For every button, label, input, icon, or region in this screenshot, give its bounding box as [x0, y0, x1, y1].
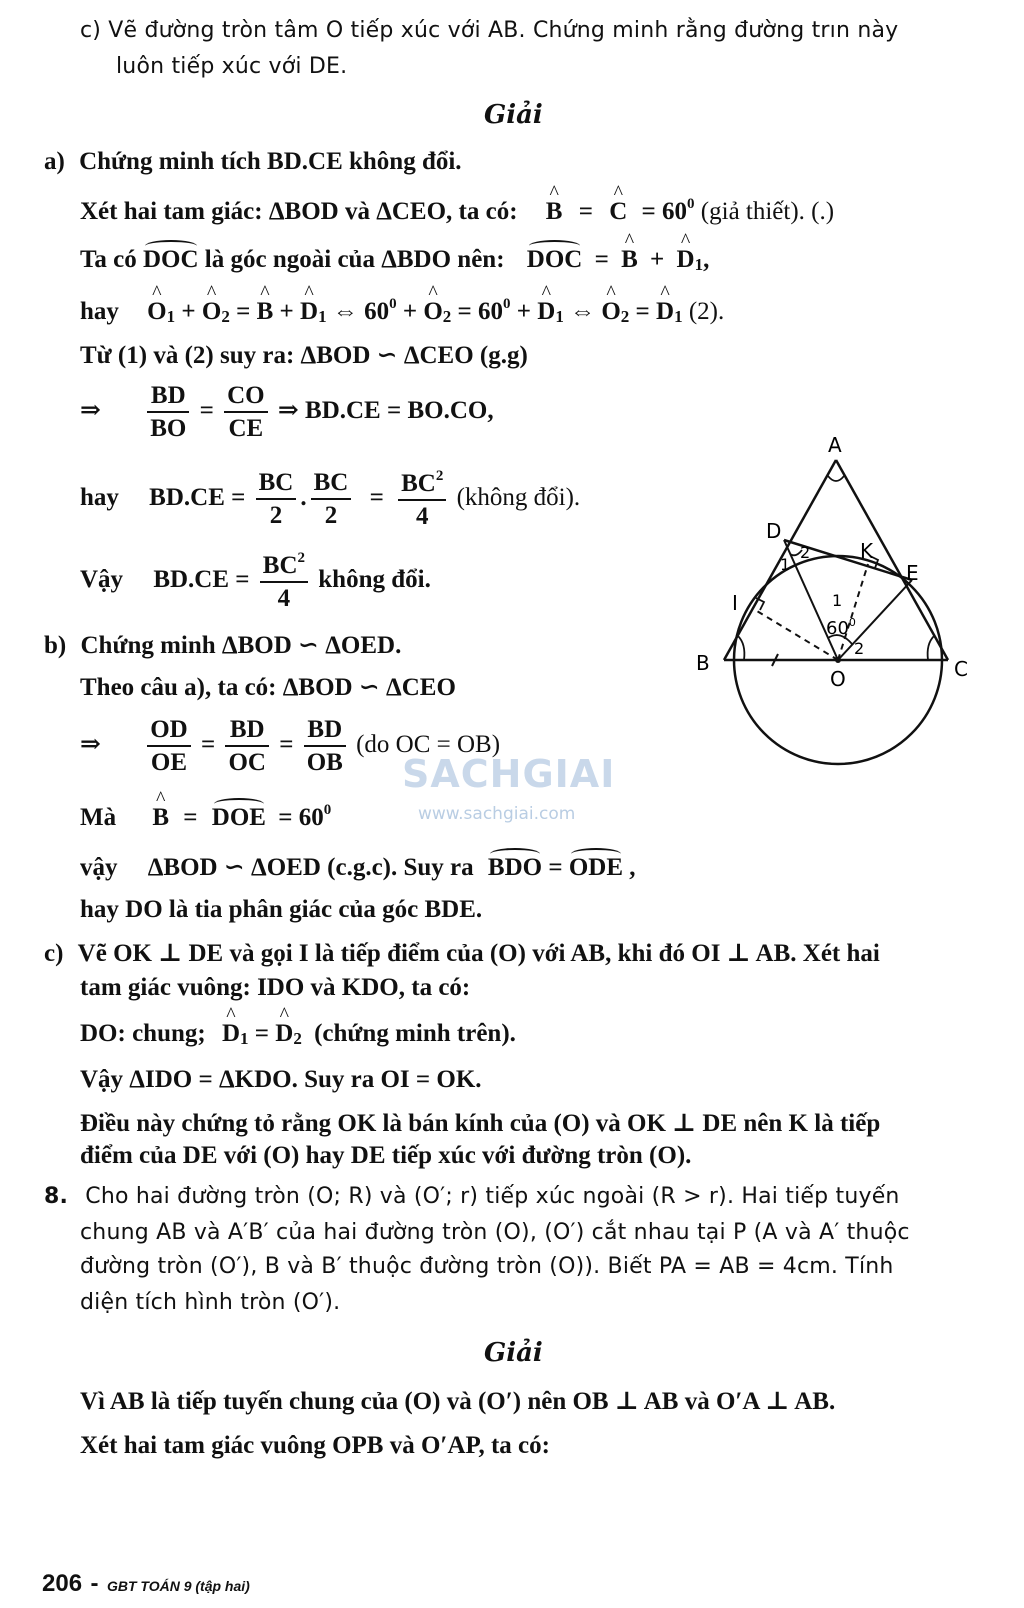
center-point — [835, 657, 841, 663]
label-d1: 1 — [780, 555, 791, 574]
part-b-line-3 — [80, 802, 331, 832]
problem-8-line-3: đường tròn (O′), B và B′ thuộc đường tròn (O)). Biết PA = AB = 4cm. Tính — [80, 1254, 894, 1279]
page-number: 206 — [42, 1570, 83, 1597]
angle-c: ^ C — [609, 198, 627, 226]
numerator: BD — [304, 716, 346, 747]
angle-o: ^ O — [601, 298, 620, 326]
label-d2: 2 — [800, 543, 811, 562]
part-a-title-line — [44, 148, 462, 176]
denominator: OC — [228, 749, 266, 776]
subscript: 1 — [240, 1029, 249, 1048]
implies-arrow: ⇒ — [80, 397, 101, 425]
angle-doe: DOE — [211, 804, 266, 831]
degree-superscript: 0 — [687, 196, 695, 212]
angle-d: ^ D — [656, 298, 674, 326]
denominator: OB — [306, 749, 343, 776]
angle-ode: ODE — [568, 854, 624, 881]
angle-d: ^ D — [537, 298, 555, 326]
iff-sign: ⇔ — [570, 298, 596, 325]
plus-sign: + — [650, 246, 665, 273]
angle-degree: 0 — [848, 616, 856, 629]
problem-8-line-2: chung AB và A′B′ của hai đường tròn (O), (O′) cắt nhau tại P (A và A′ thuộc — [80, 1220, 910, 1245]
part-a-line-3 — [80, 296, 724, 327]
subscript: 1 — [318, 307, 327, 326]
plus-sign: + — [279, 298, 294, 325]
problem-number: 8. — [44, 1184, 69, 1209]
equals-sign: = — [578, 198, 593, 225]
solution-heading-2: Giải — [484, 1338, 543, 1368]
numerator: BC — [256, 469, 297, 500]
angle-arc-c — [928, 636, 934, 660]
part-c-line-5: Điều này chứng tỏ rằng OK là bán kính của (O) và OK ⊥ DE nên K là tiếp — [80, 1110, 881, 1137]
part-a-line-7 — [80, 550, 431, 613]
subscript: 1 — [694, 255, 704, 274]
part-a-l2-mid: là góc ngoài của ΔBDO nên: — [204, 246, 505, 273]
denominator: CE — [228, 415, 264, 442]
numerator: BC — [262, 552, 298, 579]
equals-sign: = — [369, 484, 384, 512]
label-d: D — [766, 519, 782, 543]
reason-note: (do OC = OB) — [356, 731, 501, 759]
angle-d: ^ D — [222, 1020, 240, 1048]
part-c-line-1 — [44, 938, 880, 968]
degree-superscript: 0 — [389, 296, 397, 312]
word-vay: Vậy — [80, 566, 124, 594]
label-a: A — [828, 433, 842, 457]
denominator: 4 — [415, 503, 429, 530]
degree-superscript: 0 — [503, 296, 511, 312]
fraction-bd-ob — [304, 716, 346, 777]
sixty-degrees: = 60 — [278, 804, 324, 831]
part-b-line-5: hay DO là tia phân giác của góc BDE. — [80, 896, 483, 923]
fraction-bd-oc — [225, 716, 269, 777]
fraction-co-ce — [224, 382, 268, 443]
plus-sign: + — [181, 298, 196, 325]
numerator: BD — [147, 382, 189, 413]
do-common: DO: chung; — [80, 1020, 206, 1047]
denominator: 2 — [269, 502, 283, 529]
angle-o: ^ O — [423, 298, 442, 326]
problem-c-line-1: c) Vẽ đường tròn tâm O tiếp xúc với AB. Chứng minh rằng đường trın này — [80, 18, 899, 43]
solution-heading: Giải — [484, 100, 543, 130]
problem-8-line-4: diện tích hình tròn (O′). — [80, 1290, 341, 1315]
watermark-text: SACHGIAI — [402, 752, 616, 796]
sixty-degrees: = 60 — [641, 198, 688, 225]
part-c-line-2: tam giác vuông: IDO và KDO, ta có: — [80, 974, 471, 1001]
part-a-l2-text: Ta có — [80, 246, 137, 273]
angle-o: ^ O — [147, 298, 166, 326]
part-c-text: Vẽ OK ⊥ DE và gọi I là tiếp điểm của (O) với AB, khi đó OI ⊥ AB. Xét hai — [77, 940, 880, 967]
numerator: CO — [224, 382, 268, 413]
part-c-line-6: điểm của DE với (O) hay DE tiếp xúc với đường tròn (O). — [80, 1142, 692, 1169]
plus-sign: + — [516, 298, 532, 325]
constant-note: không đổi. — [318, 566, 431, 594]
angle-doc: DOC — [142, 246, 199, 273]
word-hay: hay — [80, 484, 119, 512]
geometry-figure — [690, 430, 980, 770]
equals-sign: = — [254, 1020, 270, 1047]
part-b-title: Chứng minh ΔBOD ∽ ΔOED. — [80, 632, 402, 659]
lhs-bdce: BD.CE = — [149, 484, 246, 512]
plus-sign: + — [402, 298, 418, 325]
problem-8-line-1 — [44, 1184, 900, 1209]
fraction-bd-bo — [147, 382, 189, 443]
angle-doc-2: DOC — [526, 246, 583, 273]
part-c-line-4: Vậy ΔIDO = ΔKDO. Suy ra OI = OK. — [80, 1066, 482, 1093]
angle-b: ^ B — [152, 804, 169, 832]
iff-sixty: ⇔ 60 — [332, 298, 390, 325]
subscript: 2 — [620, 307, 630, 326]
side-ac — [836, 460, 948, 660]
superscript: 2 — [435, 468, 444, 484]
similarity-statement: ΔBOD ∽ ΔOED (c.g.c). Suy ra — [147, 854, 474, 881]
numerator: OD — [147, 716, 191, 747]
equals-sign: = — [183, 804, 198, 831]
part-c-label: c) — [44, 940, 64, 967]
part-a-line-4: Từ (1) và (2) suy ra: ΔBOD ∽ ΔCEO (g.g) — [80, 342, 528, 369]
watermark — [402, 752, 615, 824]
label-o2: 2 — [854, 639, 865, 658]
angle-d: ^ D — [300, 298, 318, 326]
degree-superscript: 0 — [323, 802, 332, 818]
ref-2: (2). — [688, 298, 725, 325]
word-ma: Mà — [80, 804, 117, 831]
superscript: 2 — [297, 550, 306, 566]
label-i: I — [732, 591, 738, 615]
angle-o: ^ O — [202, 298, 221, 326]
equals-sign: = — [200, 731, 216, 759]
denominator: 2 — [324, 502, 338, 529]
comma: , — [629, 854, 636, 881]
equals-sixty: = 60 — [457, 298, 504, 325]
angle-b: ^ B — [257, 298, 274, 326]
comma: , — [703, 246, 710, 273]
subscript: 2 — [221, 307, 230, 326]
angle-arc-b — [738, 636, 744, 660]
angle-d: ^ D — [677, 246, 695, 274]
equals-sign: = — [279, 731, 294, 759]
word-hay: hay — [80, 298, 119, 325]
part-c-line-3 — [80, 1020, 516, 1049]
label-e: E — [906, 561, 919, 585]
proved-note: (chứng minh trên). — [314, 1020, 516, 1047]
subscript: 2 — [293, 1029, 302, 1048]
product-result: ⇒ BD.CE = BO.CO, — [277, 397, 494, 425]
footer-dash: - — [90, 1570, 99, 1597]
numerator: BC — [401, 470, 436, 497]
part-b-line-4 — [80, 852, 636, 882]
fraction-od-oe — [147, 716, 191, 777]
equals-sign: = — [199, 397, 214, 425]
page-footer — [42, 1570, 250, 1598]
subscript: 1 — [166, 307, 176, 326]
denominator: BO — [150, 415, 187, 442]
solution-8-line-1: Vì AB là tiếp tuyến chung của (O) và (O′) nên OB ⊥ AB và O′A ⊥ AB. — [80, 1388, 836, 1415]
label-k: K — [860, 539, 874, 563]
numerator: BC — [311, 469, 352, 500]
denominator: 4 — [277, 585, 291, 612]
denominator: OE — [150, 749, 188, 776]
angle-bdo: BDO — [487, 854, 543, 881]
equals-sign: = — [635, 298, 650, 325]
part-a-line-1 — [80, 196, 834, 226]
part-a-title: Chứng minh tích BD.CE không đổi. — [79, 148, 462, 175]
segment-od — [784, 540, 838, 660]
fraction-bc2-4 — [398, 468, 446, 531]
watermark-url: www.sachgiai.com — [418, 804, 576, 824]
fraction-bc2-4 — [260, 550, 308, 613]
label-o: O — [830, 667, 846, 691]
problem-c-line-2: luôn tiếp xúc với DE. — [116, 54, 348, 79]
multiply-dot: . — [300, 484, 307, 512]
subscript: 1 — [555, 307, 564, 326]
angle-arc-a — [828, 476, 844, 481]
subscript: 2 — [442, 307, 452, 326]
part-b-title-line — [44, 630, 401, 660]
subscript: 1 — [674, 307, 683, 326]
label-sixty — [826, 616, 856, 639]
equals-sign: = — [236, 298, 251, 325]
part-a-label: a) — [44, 148, 65, 175]
angle-d: ^ D — [275, 1020, 293, 1048]
constant-note: (không đổi). — [456, 484, 581, 512]
fraction-bc-2 — [256, 469, 297, 530]
implies-arrow: ⇒ — [80, 731, 101, 759]
part-b-label: b) — [44, 632, 67, 659]
part-a-line-5 — [80, 382, 494, 443]
part-a-line-2 — [80, 246, 709, 275]
label-o1: 1 — [832, 591, 843, 610]
lhs-bdce: BD.CE = — [153, 566, 250, 594]
equals-sign: = — [548, 854, 563, 881]
part-b-line-1: Theo câu a), ta có: ΔBOD ∽ ΔCEO — [80, 674, 456, 701]
angle-value: 60 — [826, 618, 849, 639]
numerator: BD — [225, 716, 269, 747]
book-title: GBT TOÁN 9 (tập hai) — [106, 1578, 250, 1594]
angle-b: ^ B — [621, 246, 638, 274]
label-c: C — [954, 657, 968, 681]
assumption-note: (giả thiết). (.) — [700, 198, 835, 225]
equals-sign: = — [594, 246, 609, 273]
part-a-line-6 — [80, 468, 580, 531]
solution-8-line-2: Xét hai tam giác vuông OPB và O′AP, ta có: — [80, 1432, 550, 1459]
fraction-bc-2 — [311, 469, 352, 530]
part-a-l1-text: Xét hai tam giác: ΔBOD và ΔCEO, ta có: — [80, 198, 518, 225]
angle-b: ^ B — [546, 198, 563, 226]
label-b: B — [696, 651, 710, 675]
word-vay: vậy — [80, 854, 118, 881]
problem-8-text: Cho hai đường tròn (O; R) và (O′; r) tiếp xúc ngoài (R > r). Hai tiếp tuyến — [85, 1184, 900, 1209]
